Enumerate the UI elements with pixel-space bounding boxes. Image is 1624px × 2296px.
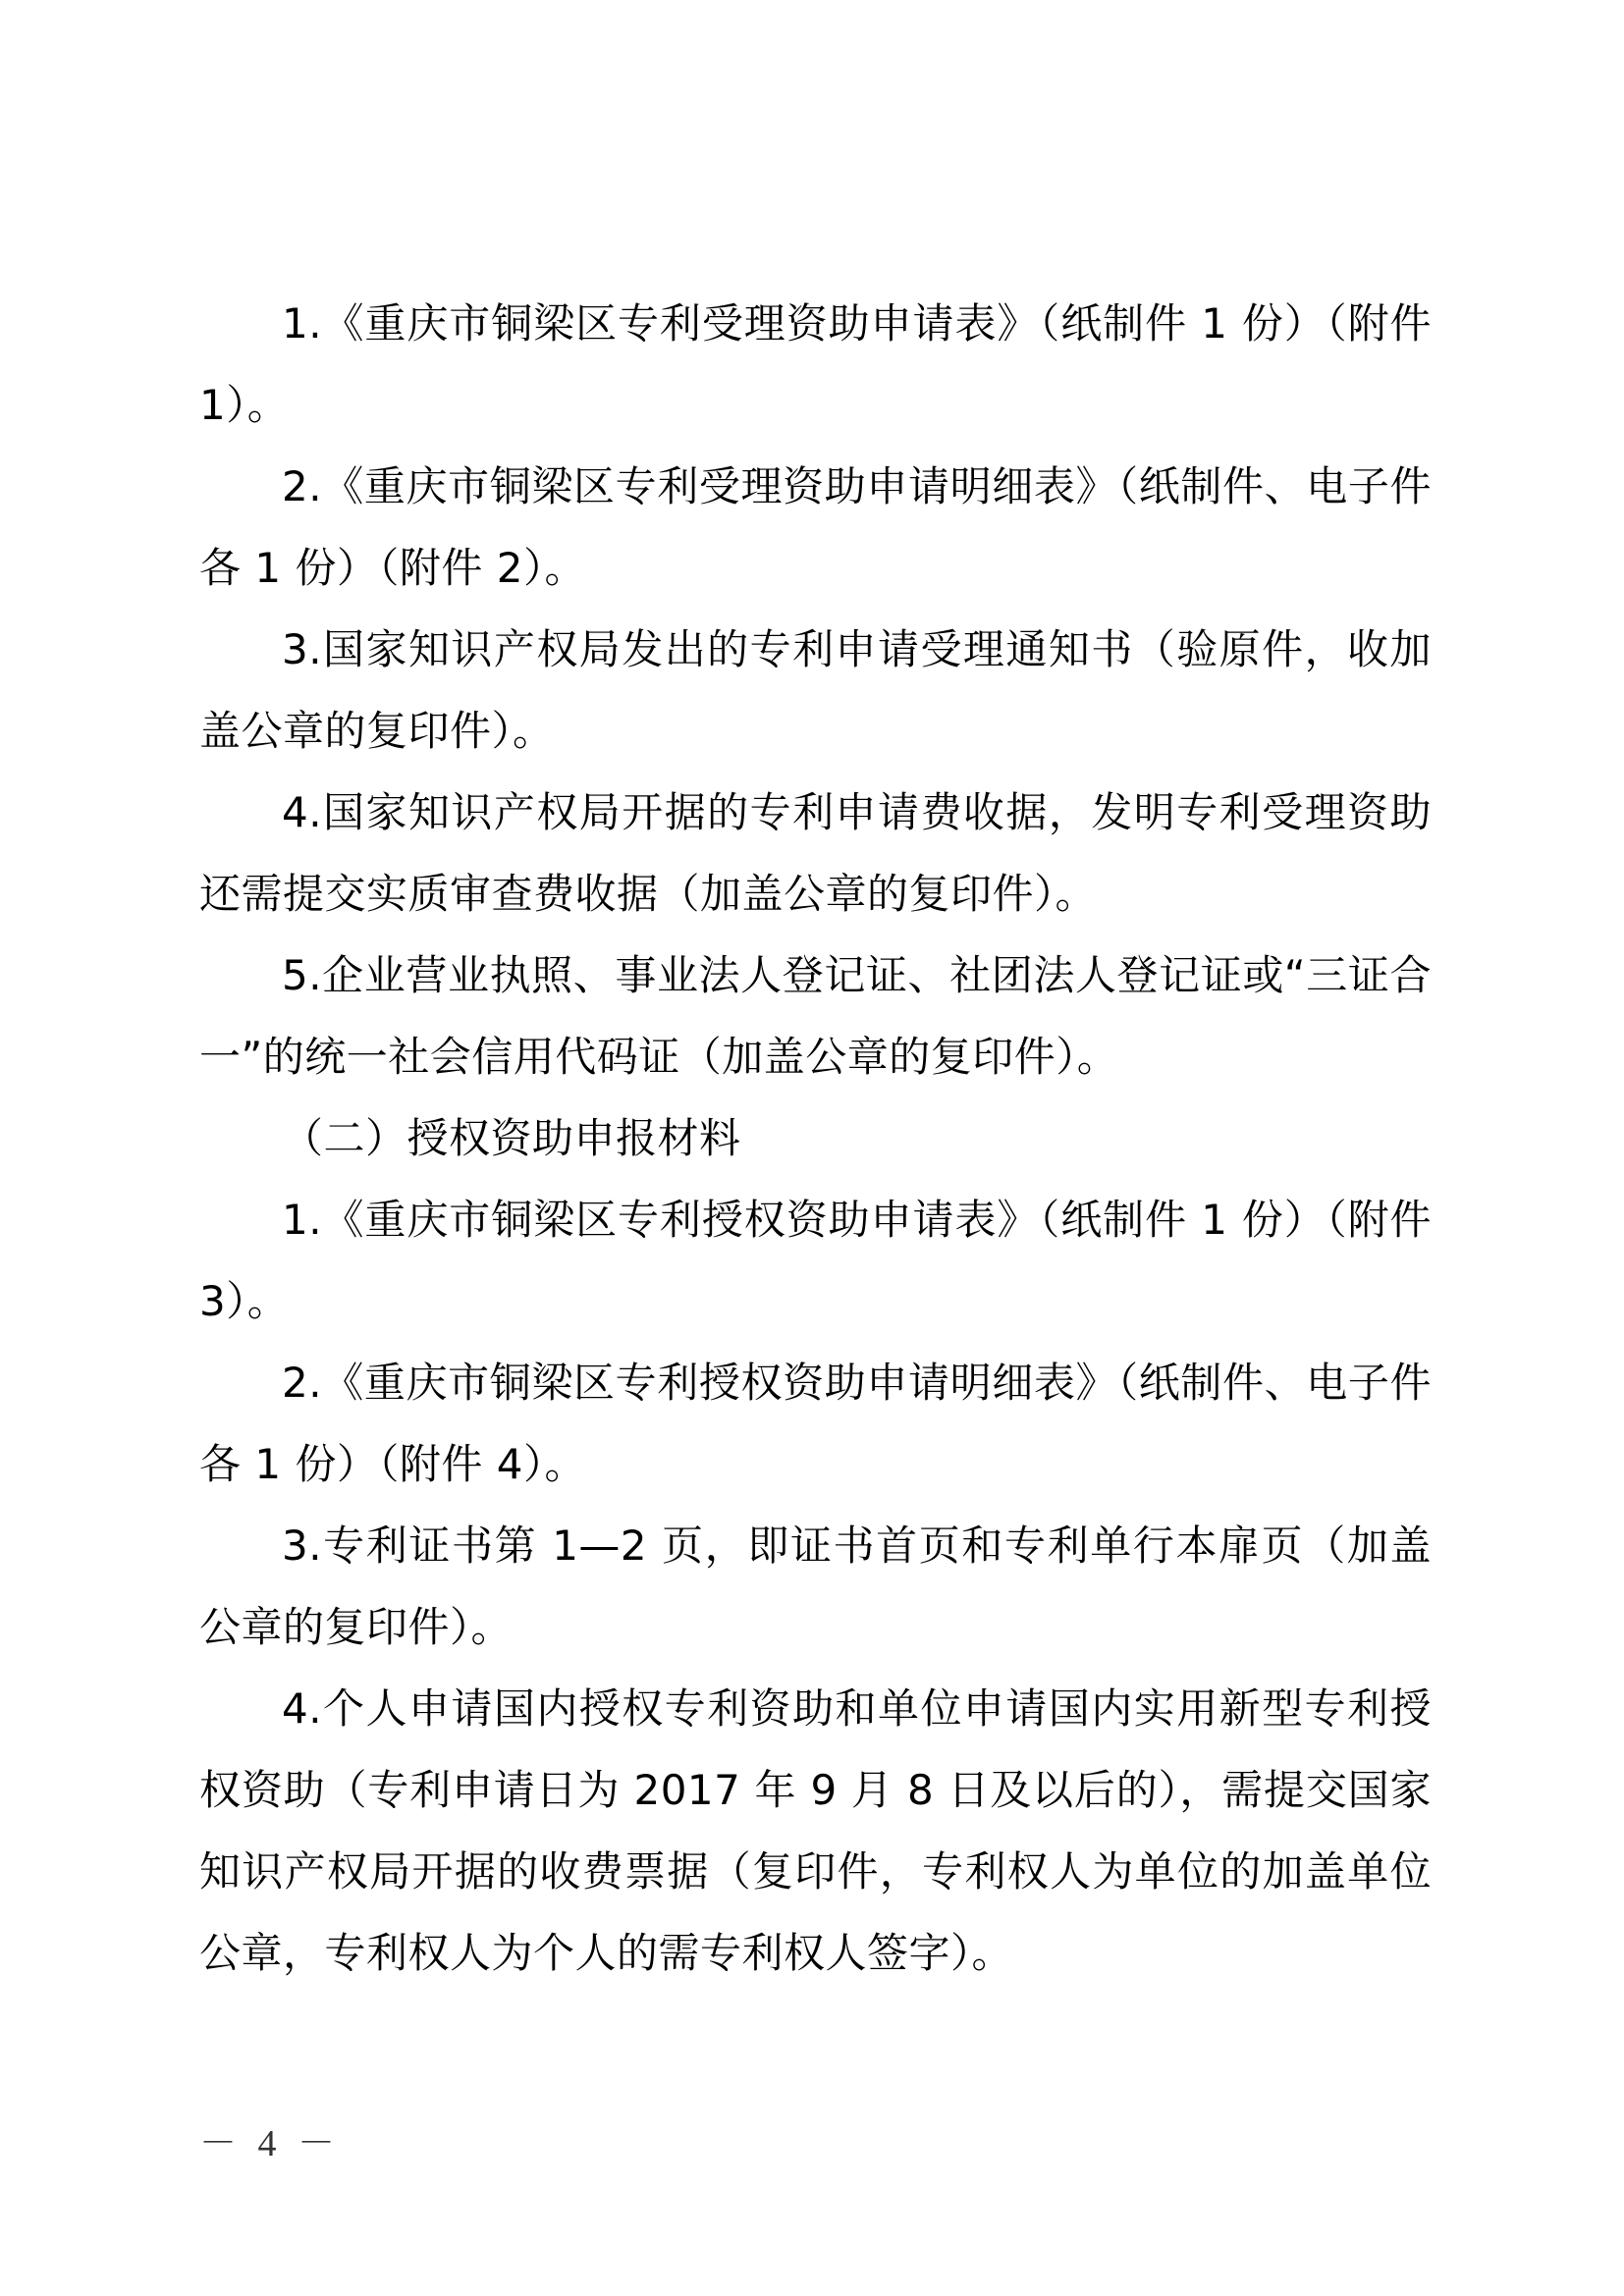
paragraph-authorization-item-4: 4.个人申请国内授权专利资助和单位申请国内实用新型专利授权资助（专利申请日为 2017 年 9 月 8 日及以后的），需提交国家知识产权局开据的收费票据（复印件，专利权人为单位的加盖单位公章，专利权人为个人的需专利权人签字）。: [199, 1684, 1432, 1977]
paragraph-authorization-item-1: 1.《重庆市铜梁区专利授权资助申请表》（纸制件 1 份）（附件 3）。: [199, 1196, 1432, 1325]
section-heading-authorization: （二）授权资助申报材料: [282, 1114, 741, 1162]
document-body: [199, 283, 1432, 1994]
paragraph-acceptance-item-1: 1.《重庆市铜梁区专利受理资助申请表》（纸制件 1 份）（附件 1）。: [199, 299, 1432, 429]
paragraph-acceptance-item-4: 4.国家知识产权局开据的专利申请费收据，发明专利受理资助还需提交实质审查费收据（加盖公章的复印件）。: [199, 788, 1432, 918]
paragraph-authorization-item-2: 2.《重庆市铜梁区专利授权资助申请明细表》（纸制件、电子件各 1 份）（附件 4）。: [199, 1359, 1432, 1488]
paragraph-acceptance-item-2: 2.《重庆市铜梁区专利受理资助申请明细表》（纸制件、电子件各 1 份）（附件 2）。: [199, 462, 1432, 592]
paragraph-authorization-item-3: 3.专利证书第 1—2 页，即证书首页和专利单行本扉页（加盖公章的复印件）。: [199, 1522, 1432, 1651]
paragraph-acceptance-item-5: 5.企业营业执照、事业法人登记证、社团法人登记证或“三证合一”的统一社会信用代码证（加盖公章的复印件）。: [199, 951, 1432, 1081]
page-number: － 4 －: [199, 2123, 342, 2164]
paragraph-acceptance-item-3: 3.国家知识产权局发出的专利申请受理通知书（验原件，收加盖公章的复印件）。: [199, 625, 1432, 755]
